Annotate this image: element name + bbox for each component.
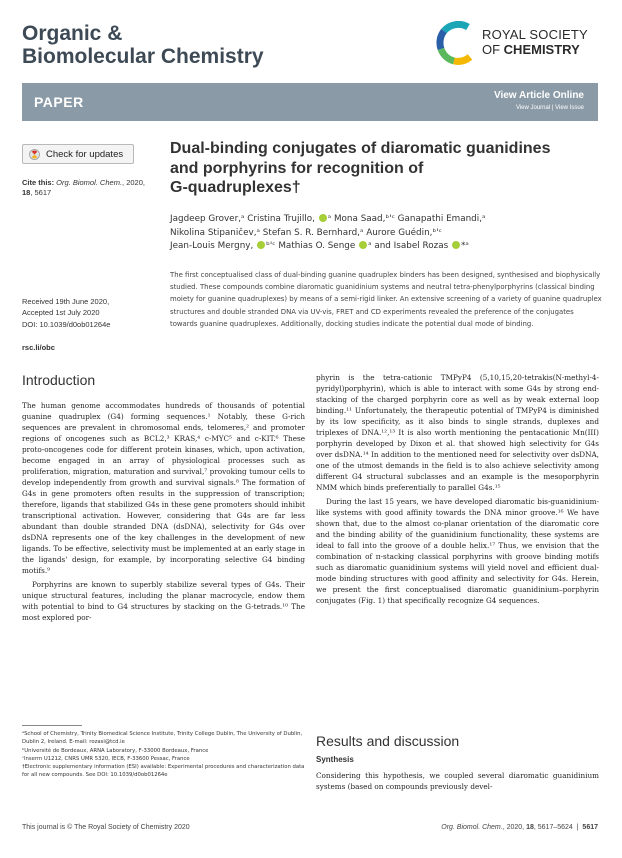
received-date: Received 19th June 2020, bbox=[22, 297, 110, 306]
results-heading: Results and discussion bbox=[316, 733, 460, 749]
body-paragraph-1: phyrin is the tetra-cationic TMPyP4 (5,10,15,20-tetrakis(N-methyl-4-pyridyl)porphyrin), which is able to interact with some G4s by strong end-stacking of the charged porphyrin core as well as by weak external loop binding.¹¹ Unfortunately, the therapeutic potential of TMPyP4 is diminished by its low specificity, as it also binds to single strands, duplexes and triplexes of DNA.¹²,¹³ It is also worth mentioning the pentacationic Mn(III) porphyrin developed by Dixon et al. that showed high selectivity for G4s over dsDNA.¹⁴ In addition to the mentioned need for selectivity over dsDNA, one of the utmost demands in the field is to also achieve selectivity among different G4 structural subclasses and an example is the mesoporphyrin NMM which binds preferentially to parallel G4s.¹⁵ bbox=[316, 373, 599, 492]
footer-copyright: This journal is © The Royal Society of Chemistry 2020 bbox=[22, 824, 190, 831]
view-issue-link[interactable]: View Issue bbox=[555, 105, 584, 111]
article-title-line1: Dual-binding conjugates of diaromatic guanidines bbox=[170, 140, 551, 157]
article-type-label: PAPER bbox=[34, 94, 84, 110]
paper-banner bbox=[22, 83, 598, 121]
footer-journal: Org. Biomol. Chem. bbox=[441, 824, 503, 831]
synthesis-paragraph: Considering this hypothesis, we coupled several diaromatic guanidinium systems (based on compounds previously devel- bbox=[316, 771, 599, 791]
crossmark-icon bbox=[29, 149, 40, 160]
footer-year: , 2020, bbox=[502, 824, 527, 831]
rsc-logo-mark-icon bbox=[436, 21, 478, 65]
view-links-separator: | bbox=[550, 105, 556, 111]
results-section bbox=[316, 733, 599, 792]
rsc-wordmark-of: OF bbox=[482, 42, 504, 57]
author-text: ᵃ and Isabel Rozas bbox=[368, 241, 449, 252]
footnote-esi: †Electronic supplementary information (ESI) available: Experimental procedures and characterization data for all new compounds. See DOI: 10.1039/d0ob01264e bbox=[22, 764, 305, 779]
right-column bbox=[316, 372, 599, 606]
cite-volume: 18 bbox=[22, 188, 31, 197]
synthesis-heading: Synthesis bbox=[316, 755, 354, 764]
article-history bbox=[22, 296, 164, 353]
page-number: 5617 bbox=[582, 824, 598, 831]
cite-pages: , 5617 bbox=[30, 188, 52, 197]
view-journal-link[interactable]: View Journal bbox=[515, 105, 551, 111]
cite-year: , 2020, bbox=[122, 178, 145, 187]
accepted-date: Accepted 1st July 2020 bbox=[22, 308, 100, 317]
footnote-affiliation-a: ᵃSchool of Chemistry, Trinity Biomedical Science Institute, Trinity College Dublin, The University of Dublin, Dublin 2, Ireland. E-mail: rozasi@tcd.ie bbox=[22, 731, 303, 746]
left-column bbox=[22, 372, 305, 623]
author-text: ᵃ Mona Saad,ᵇ'ᶜ Ganapathi Emandi,ᵃ bbox=[327, 214, 486, 224]
check-for-updates-button[interactable] bbox=[22, 144, 134, 164]
cite-journal: Org. Biomol. Chem. bbox=[56, 178, 123, 187]
rsc-wordmark-line2 bbox=[482, 43, 580, 57]
footer-citation bbox=[441, 824, 598, 831]
abstract: The first conceptualised class of dual-binding guanine quadruplex binders has been designed, synthesised and biophysically studied. These compounds combine diaromatic guanidinium systems and neutral tetra-phenylporphyrins (classical binding moiety for guanine quadruplexes) by means of a semi-rigid linker. An extensive screening of a variety of guanine quadruplex structures and double stranded DNA via UV-vis, FRET and CD experiments revealed the preference of the conjugates towards guanine quadruplexes. Additionally, docking studies indicate the potential dual mode of binding. bbox=[170, 271, 602, 328]
footnotes bbox=[22, 730, 312, 780]
doi[interactable]: DOI: 10.1039/d0ob01264e bbox=[22, 320, 111, 329]
author-text: Jean-Louis Mergny, bbox=[170, 241, 254, 252]
author-text: ᵇ'ᶜ Mathias O. Senge bbox=[266, 241, 356, 252]
orcid-icon[interactable] bbox=[452, 241, 460, 249]
footer-volume: 18 bbox=[526, 824, 534, 831]
footnote-affiliation-b: ᵇUniversité de Bordeaux, ARNA Laboratory, F-33000 Bordeaux, France bbox=[22, 747, 209, 754]
footer-pages: , 5617–5624 bbox=[533, 824, 573, 831]
journal-title-line2: Biomolecular Chemistry bbox=[22, 45, 264, 68]
author-text: Nikolina Stipaničev,ᵃ Stefan S. R. Bernhard,ᵃ Aurore Guédin,ᵇ'ᶜ bbox=[170, 227, 442, 238]
author-text: *ᵃ bbox=[460, 241, 469, 252]
footnote-divider bbox=[22, 725, 82, 726]
view-article-online-link[interactable]: View Article Online bbox=[493, 90, 584, 101]
view-links bbox=[516, 105, 584, 111]
article-title bbox=[170, 139, 600, 198]
check-for-updates-label: Check for updates bbox=[46, 148, 124, 160]
article-title-line2: and porphyrins for recognition of bbox=[170, 159, 424, 177]
article-title-line3: G-quadruplexes† bbox=[170, 179, 301, 196]
rsc-logo[interactable] bbox=[436, 20, 606, 66]
rsc-wordmark-line1: ROYAL SOCIETY bbox=[482, 27, 588, 42]
introduction-paragraph-1: The human genome accommodates hundreds of thousands of potential guanine quadruplex (G4) forming sequences.¹ Notably, these G-rich sequences are prevalent in chromosomal ends, telomeres,² and promoter regions of oncogenes such as BCL2,³ KRAS,⁴ c-MYC⁵ and c-KIT.⁶ These proto-oncogenes code for different protein kinases, which, upon activation, become engaged in an array of physiological processes such as proliferation, migration, maturation and survival,⁷ provoking tumour cells to develop independently from growth and survival signals.⁸ The formation of G4s in gene promoters often results in the suppression of transcription; therefore, ligands that stabilized G4s in these gene promoters should inhibit transcriptional activation. However, considering that G4s are far less abundant than double stranded DNA (dsDNA), selectivity for G4s over dsDNA represents one of the key challenges in the development of new ligands. To be effective, selectivity must be implemented at an early stage in the ligands' design, for example, by incorporating selective G4 binding motifs.⁹ bbox=[22, 401, 305, 575]
footer-separator: | bbox=[572, 824, 583, 831]
orcid-icon[interactable] bbox=[359, 241, 367, 249]
journal-title-line1: Organic & bbox=[22, 22, 123, 45]
footnote-affiliation-c: ᶜInserm U1212, CNRS UMR 5320, IECB, F-33600 Pessac, France bbox=[22, 755, 190, 762]
introduction-paragraph-2: Porphyrins are known to superbly stabilize several types of G4s. Their unique structural features, including the planar macrocycle, endow them with potential to bind to G4 structures by stacking on the G-tetrads.¹⁰ The most explored por- bbox=[22, 580, 305, 622]
journal-title bbox=[22, 22, 264, 68]
body-paragraph-2: During the last 15 years, we have developed diaromatic bis-guanidinium-like systems with good affinity towards the DNA minor groove.¹⁶ We have shown that, due to the almost co-planar orientation of the diaromatic core and the binding ability of the guanidinium functionality, these systems are ideal to fall into the groove of a double helix.¹⁷ Thus, we envision that the combination of π-stacking classical porphyrins with groove binding motifs such as diaromatic guanidinium systems will yield novel and efficient dual-mode binding structures with good affinity and selectivity for G4s. Herein, we present the first conceptualised diaromatic guanidinium–porphyrin conjugates (Fig. 1) that specifically recognize G4 sequences. bbox=[316, 497, 599, 605]
rsc-short-link[interactable]: rsc.li/obc bbox=[22, 343, 55, 352]
author-text: Jagdeep Grover,ᵃ Cristina Trujillo, bbox=[170, 214, 315, 224]
cite-label: Cite this: bbox=[22, 178, 57, 187]
orcid-icon[interactable] bbox=[257, 241, 265, 249]
cite-this bbox=[22, 178, 164, 198]
author-list bbox=[170, 213, 605, 254]
introduction-heading: Introduction bbox=[22, 372, 96, 388]
orcid-icon[interactable] bbox=[319, 214, 327, 222]
rsc-wordmark-chemistry: CHEMISTRY bbox=[503, 42, 580, 57]
